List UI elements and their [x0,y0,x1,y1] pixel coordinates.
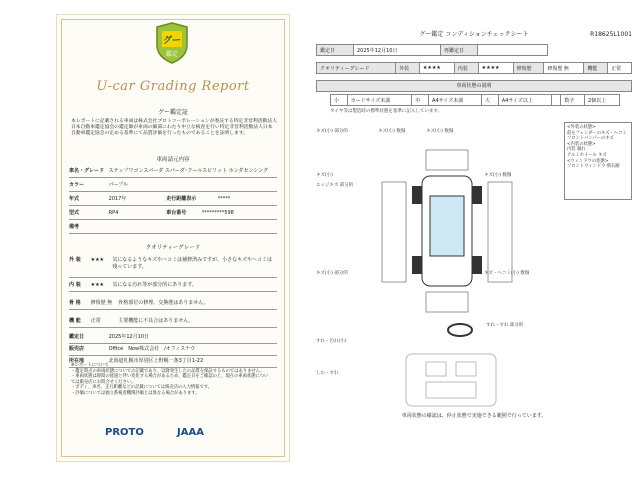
vehicle-year-row [69,193,277,206]
vehicle-name-label: 車名・グレード [69,168,105,174]
part-note-2: キズ(小) 数個 [378,129,406,134]
sheet-date-table [316,44,548,56]
certificate-subtitle: グー鑑定証 [157,109,188,116]
function-label: 機 能 [69,318,81,324]
exterior-grade-row [69,255,277,278]
function-text: 主要機能に不具合はありません。 [118,318,194,324]
steering-wheel-icon [446,322,474,338]
size-large-desc: A4サイズ以上 [498,95,551,106]
sheet-bottom-note: 車両状態の確認は、停止状態で実施できる範囲で行っています。 [401,413,547,419]
part-note-5: エッジキズ 部分的 [316,183,354,188]
sheet-number: R18625L1001 [590,31,632,38]
vehicle-remarks-label: 備考 [69,224,80,230]
mileage-label: 走行距離表示 [166,196,197,202]
vehicle-name-row [69,165,277,178]
exterior-label: 外 装 [69,257,81,263]
ext-label: 外装 [396,63,420,74]
sheet-title: グー鑑定 コンディションチェックシート [419,31,529,38]
part-note-3: キズ(小) 数個 [426,129,454,134]
inspection-date-label: 鑑定日 [69,334,85,340]
interior-text: 気になる汚れ等が部分的にあります。 [112,282,197,288]
chassis-number-label: 車台番号 [166,210,187,216]
func-label: 機能 [584,63,608,74]
size-large: 大 [482,95,499,106]
vehicle-color-row [69,179,277,192]
func-value: 正常 [608,63,632,74]
quality-grade-label: クオリティーグレード [317,63,396,74]
sheet-date-label: 鑑定日 [317,45,354,56]
interior-grade-row [69,279,277,292]
condition-check-sheet [316,26,632,452]
vehicle-section-title: 車両請元内容 [156,157,190,163]
mileage-value: ***** [217,196,231,202]
vehicle-year-value: 2017年 [108,196,127,202]
repair-label: 修復歴 [513,63,544,74]
interior-stars: ★★★ [90,282,105,288]
proto-logo: PROTO [105,427,144,438]
vehicle-model-label: 型式 [69,210,80,216]
report-notes: ※レポートについて ・鑑定時点の車両状態についての記載であり、以降発生したの品質を保証するものではありません。 ・車両状態は時間の経過と伴い変化する場合があるため、鑑定日をご確認の上、現在の車両状態については販売店にお問合せください。 ・ボディ、車名、走行距離などの記載については販売店の入力情報です。 ・評価については独立系検査機関評価とは異なる場合があります。 [71,363,269,396]
part-note-1: キズ(小) 部分的 [316,129,348,134]
condition-section-title: 車両状態の説明 [316,80,632,92]
chassis-number-value: *********598 [201,210,234,216]
vehicle-model-row [69,207,277,220]
vehicle-model-value: RP4 [108,210,119,216]
certificate-title: U-car Grading Report [96,79,250,94]
side-notes: <外装の状態> 前左フェンダーのキズ・ヘコミ フロントバンパーのキズ <内装の状態> 内装 腐れ アルミホイール キズ <ウィンドウの状態> フロントウィンドウ 飛石跡 [567,125,627,170]
dealer-label: 販売店 [69,346,85,352]
frame-grade-row [69,297,277,310]
part-note-11: しわ・すれ [316,371,339,376]
inspection-date-value: 2025年12月10日 [108,334,150,340]
certificate-body: 本レポートに記載される車両は株式会社プロトコーポレーションが委託する特定非営利活動法人日本自動車鑑定協会の鑑定師が車両の細部にわたり中立な検査を行い特定非営利活動法人日本自動車鑑定協会の定める基準にて品質評価を行ったものであることを証明します。 [71,119,277,137]
interior-label: 内 装 [69,282,81,288]
size-legend-table [330,94,620,106]
svg-text:グー: グー [162,36,182,46]
frame-text: 骨格部位の修理、交換歴はありません。 [118,300,209,306]
part-note-6: キズ(小) 数個 [484,173,512,178]
frame-label: 骨 格 [69,300,81,306]
quality-section-title: クオリティーグレード [145,245,201,251]
interior-diagram-icon [396,352,506,408]
vehicle-color-label: カラー [69,182,85,188]
re-inspection-label: 再鑑定日 [441,45,478,56]
grading-certificate [56,14,290,462]
vehicle-name-value: ステップワゴンスパーダ スパーダ･クールスピリット ホンダセンシング [108,168,269,174]
exterior-text: 気になるようなキズやヘコミは補修済みですが、小さなキズやヘコミは残っています。 [112,257,272,270]
side-notes-box [564,122,632,200]
part-note-9: すれ・すれ 部分的 [486,323,524,328]
sheet-grade-table [316,62,632,74]
legend-note: タイヤ等は製造時の標準状態を基準に記入しています。 [330,109,443,114]
sheet-date-value: 2025年12月10日 [354,45,441,56]
vehicle-year-label: 年式 [69,196,80,202]
re-inspection-value [478,45,548,56]
vehicle-remarks-row [69,221,277,234]
count-label: 数字 [561,95,585,106]
int-stars: ★★★★ [478,63,513,74]
part-note-7: キズ・ヘコミ(小) 数個 [484,271,530,276]
count-value: 2個以上 [585,95,620,106]
ext-stars: ★★★★ [419,63,454,74]
address-label: 所在地 [69,358,85,364]
size-medium-desc: A4サイズ未満 [429,95,482,106]
svg-text:鑑定: 鑑定 [165,51,179,58]
dealer-value: Office Now株式会社 /オフィスナウ [108,346,196,352]
int-label: 内装 [454,63,478,74]
size-blank [551,95,561,106]
repair-value: 修復歴 無 [544,63,584,74]
part-note-8: キズ(小) 部分的 [316,271,348,276]
frame-status: 修復歴 無 [90,300,113,306]
function-grade-row [69,315,277,328]
size-small-desc: カードサイズ未満 [347,95,412,106]
part-note-4: キズ(小) [316,173,333,178]
address-value: 北海道札幌市厚別区上野幌一条3丁目1-22 [108,358,204,364]
jaaa-logo: JAAA [177,427,204,438]
size-medium: 中 [412,95,429,106]
exterior-stars: ★★★ [90,257,105,263]
size-small: 小 [331,95,348,106]
function-status: 正常 [90,318,101,324]
vehicle-color-value: パープル [108,182,129,188]
part-note-10: すれ・汚れ(小) [316,339,347,344]
goo-kantei-logo-icon [153,21,191,65]
